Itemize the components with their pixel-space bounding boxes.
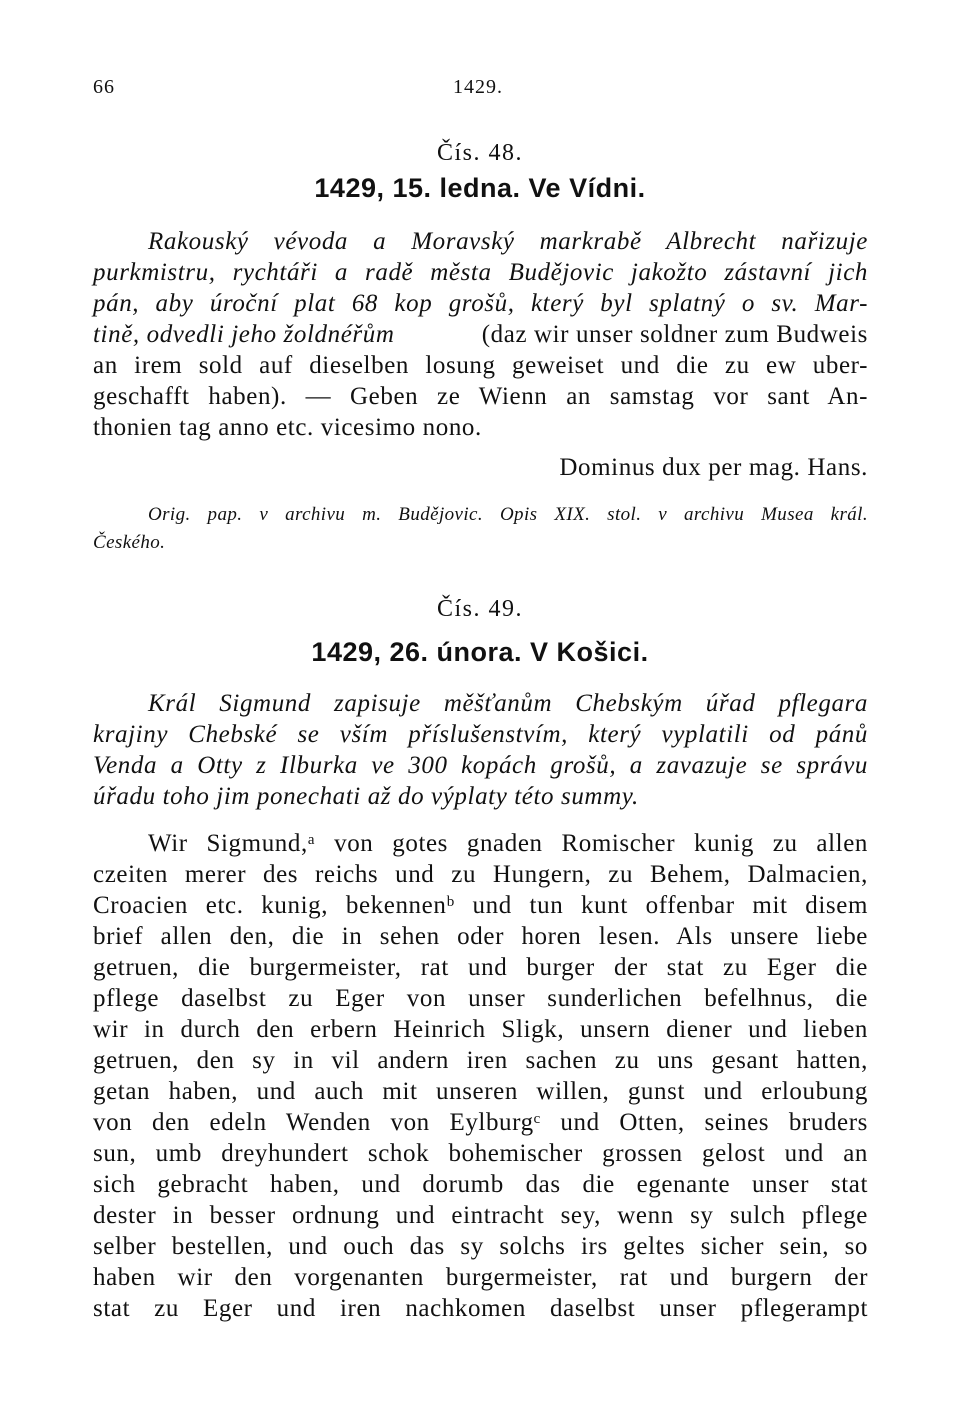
text-line: Wir Sigmund,ᵃ von gotes gnaden Romischer kunig zu allen [148,830,868,857]
text-line: Croacien etc. kunig, bekennenᵇ und tun kunt offenbar mit disem [93,892,868,919]
mixed-line [93,319,868,350]
text-line: sich gebracht haben, und dorumb das die egenante unser stat [93,1171,868,1198]
text-line: an irem sold auf dieselben losung geweiset und die zu ew uber- [93,352,868,379]
text-line: stat zu Eger und iren nachkomen daselbst unser pflegerampt [93,1295,868,1322]
text-line: pflege daselbst zu Eger von unser sunderlichen befelhnus, die [93,985,868,1012]
regest-line: pán, aby úroční plat 68 kop grošů, který byl splatný o sv. Mar- [93,290,868,317]
source-line: Českého. [93,532,166,553]
entry-48-number: Čís. 48. [436,140,523,166]
source-line: Orig. pap. v archivu m. Budějovic. Opis XIX. stol. v archivu Musea král. [148,504,868,525]
signature: Dominus dux per mag. Hans. [559,454,868,481]
page-number: 66 [93,76,115,98]
regest-line: Král Sigmund zapisuje měšťanům Chebským úřad pflegara [148,690,868,717]
text-line: czeiten merer des reichs und zu Hungern, zu Behem, Dalmacien, [93,861,868,888]
text-line: getruen, die burgermeister, rat und burger der stat zu Eger die [93,954,868,981]
text-line: (daz wir unser soldner zum Budweis [481,321,868,348]
text-line: getan haben, und auch mit unseren willen, gunst und erloubung [93,1078,868,1105]
text-line: geschafft haben). — Geben ze Wienn an samstag vor sant An- [93,383,868,410]
entry-49-date: 1429, 26. února. V Košici. [311,637,649,667]
text-line: selber bestellen, und ouch das sy solchs irs geltes sicher sein, so [93,1233,868,1260]
text-line: haben wir den vorgenanten burgermeister, rat und burgern der [93,1264,868,1291]
text-line: wir in durch den erbern Heinrich Sligk, unsern diener und lieben [93,1016,868,1043]
running-year: 1429. [453,76,503,98]
text-line: getruen, den sy in vil andern iren sachen zu uns gesant hatten, [93,1047,868,1074]
text-line: dester in besser ordnung und eintracht sey, wenn sy sulch pflege [93,1202,868,1229]
entry-49-number: Čís. 49. [436,596,523,622]
regest-line: Venda a Otty z Ilburka ve 300 kopách grošů, a zavazuje se správu [93,752,868,779]
text-line: von den edeln Wenden von Eylburgᶜ und Otten, seines bruders [93,1109,868,1136]
regest-line: Rakouský vévoda a Moravský markrabě Albrecht nařizuje [148,228,868,255]
text-line: thonien tag anno etc. vicesimo nono. [93,414,482,441]
regest-line: tině, odvedli jeho žoldnéřům [93,321,395,348]
regest-line: purkmistru, rychtáři a radě města Budějovic jakožto zástavní jich [93,259,868,286]
text-line: sun, umb dreyhundert schok bohemischer grossen gelost und an [93,1140,868,1167]
regest-line: krajiny Chebské se vším příslušenstvím, který vyplatili od pánů [93,721,868,748]
text-line: brief allen den, die in sehen oder horen lesen. Als unsere liebe [93,923,868,950]
regest-line: úřadu toho jim ponechati až do výplaty této summy. [93,783,639,810]
entry-48-date: 1429, 15. ledna. Ve Vídni. [314,173,646,203]
